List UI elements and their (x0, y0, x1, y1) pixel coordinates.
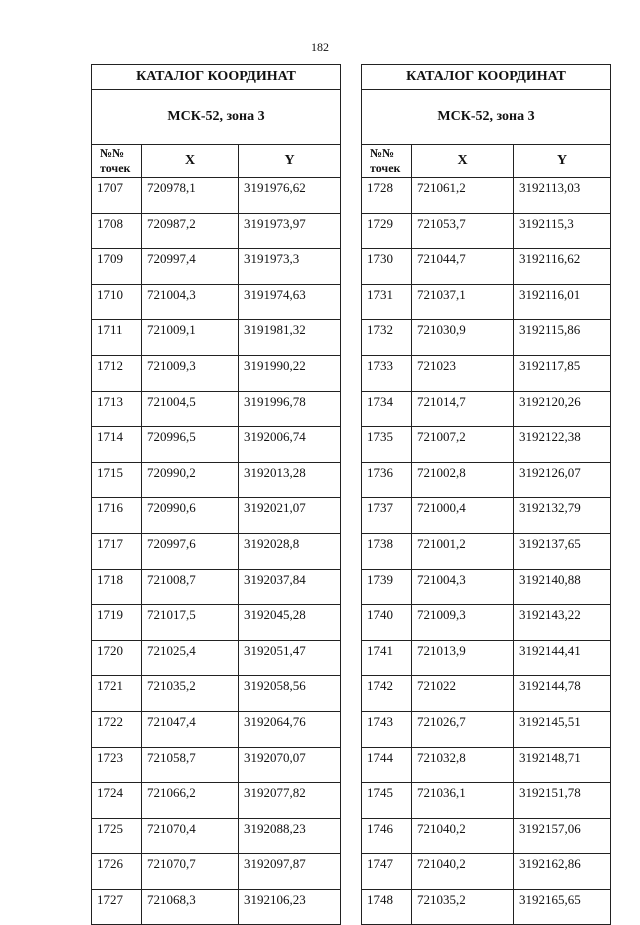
cell-y: 3192051,47 (239, 640, 341, 676)
cell-x: 721030,9 (412, 320, 514, 356)
cell-y: 3191990,22 (239, 355, 341, 391)
cell-x: 721047,4 (142, 711, 239, 747)
cell-y: 3192115,86 (514, 320, 611, 356)
cell-x: 721053,7 (412, 213, 514, 249)
cell-point-number: 1748 (362, 889, 412, 925)
cell-point-number: 1719 (92, 605, 142, 641)
cell-point-number: 1711 (92, 320, 142, 356)
column-header-x: X (142, 145, 239, 178)
cell-y: 3192122,38 (514, 427, 611, 463)
cell-y: 3192132,79 (514, 498, 611, 534)
catalog-title: КАТАЛОГ КООРДИНАТ (362, 65, 611, 90)
cell-y: 3192070,07 (239, 747, 341, 783)
table-row (362, 498, 611, 534)
table-row (92, 711, 341, 747)
table-row (362, 249, 611, 285)
cell-x: 721066,2 (142, 783, 239, 819)
table-row (92, 320, 341, 356)
table-row (92, 462, 341, 498)
cell-y: 3192058,56 (239, 676, 341, 712)
table-row (362, 533, 611, 569)
cell-point-number: 1745 (362, 783, 412, 819)
cell-point-number: 1731 (362, 284, 412, 320)
cell-point-number: 1707 (92, 178, 142, 214)
cell-point-number: 1715 (92, 462, 142, 498)
cell-y: 3192126,07 (514, 462, 611, 498)
cell-x: 720987,2 (142, 213, 239, 249)
catalog-title: КАТАЛОГ КООРДИНАТ (92, 65, 341, 90)
cell-point-number: 1744 (362, 747, 412, 783)
cell-point-number: 1741 (362, 640, 412, 676)
cell-y: 3192115,3 (514, 213, 611, 249)
cell-point-number: 1722 (92, 711, 142, 747)
cell-point-number: 1735 (362, 427, 412, 463)
table-row (362, 747, 611, 783)
cell-point-number: 1747 (362, 854, 412, 890)
cell-point-number: 1746 (362, 818, 412, 854)
cell-y: 3192028,8 (239, 533, 341, 569)
cell-y: 3192037,84 (239, 569, 341, 605)
table-row (362, 676, 611, 712)
cell-x: 721032,8 (412, 747, 514, 783)
table-row (362, 427, 611, 463)
cell-y: 3192148,71 (514, 747, 611, 783)
cell-y: 3192117,85 (514, 355, 611, 391)
cell-x: 721040,2 (412, 854, 514, 890)
cell-x: 721008,7 (142, 569, 239, 605)
cell-point-number: 1724 (92, 783, 142, 819)
column-header-point-number: №№ точек (92, 145, 142, 178)
cell-y: 3192113,03 (514, 178, 611, 214)
cell-x: 721009,1 (142, 320, 239, 356)
table-row (92, 249, 341, 285)
cell-point-number: 1720 (92, 640, 142, 676)
cell-y: 3192157,06 (514, 818, 611, 854)
table-row (92, 533, 341, 569)
cell-y: 3192144,78 (514, 676, 611, 712)
table-row (362, 178, 611, 214)
cell-point-number: 1736 (362, 462, 412, 498)
cell-point-number: 1721 (92, 676, 142, 712)
table-row (92, 640, 341, 676)
cell-x: 721001,2 (412, 533, 514, 569)
cell-point-number: 1712 (92, 355, 142, 391)
table-row (362, 783, 611, 819)
table-row (92, 854, 341, 890)
table-row (92, 427, 341, 463)
cell-point-number: 1740 (362, 605, 412, 641)
cell-point-number: 1737 (362, 498, 412, 534)
cell-x: 721040,2 (412, 818, 514, 854)
cell-y: 3192077,82 (239, 783, 341, 819)
cell-point-number: 1708 (92, 213, 142, 249)
cell-point-number: 1732 (362, 320, 412, 356)
table-row (92, 498, 341, 534)
table-row (92, 355, 341, 391)
cell-y: 3192143,22 (514, 605, 611, 641)
cell-point-number: 1743 (362, 711, 412, 747)
cell-x: 721070,7 (142, 854, 239, 890)
cell-point-number: 1709 (92, 249, 142, 285)
cell-point-number: 1738 (362, 533, 412, 569)
cell-x: 721068,3 (142, 889, 239, 925)
coordinates-table-left (91, 64, 341, 925)
cell-x: 721035,2 (412, 889, 514, 925)
cell-y: 3192151,78 (514, 783, 611, 819)
cell-point-number: 1730 (362, 249, 412, 285)
cell-x: 721000,4 (412, 498, 514, 534)
cell-x: 721017,5 (142, 605, 239, 641)
column-header-y: Y (239, 145, 341, 178)
cell-x: 720996,5 (142, 427, 239, 463)
cell-x: 721009,3 (142, 355, 239, 391)
cell-x: 720990,6 (142, 498, 239, 534)
cell-y: 3191981,32 (239, 320, 341, 356)
cell-point-number: 1729 (362, 213, 412, 249)
cell-x: 720990,2 (142, 462, 239, 498)
table-row (362, 355, 611, 391)
table-row (362, 640, 611, 676)
column-header-y: Y (514, 145, 611, 178)
cell-point-number: 1734 (362, 391, 412, 427)
catalog-subtitle: МСК-52, зона 3 (362, 90, 611, 145)
cell-point-number: 1742 (362, 676, 412, 712)
cell-point-number: 1728 (362, 178, 412, 214)
cell-y: 3192137,65 (514, 533, 611, 569)
table-row (362, 854, 611, 890)
cell-x: 721026,7 (412, 711, 514, 747)
table-row (92, 747, 341, 783)
cell-x: 721061,2 (412, 178, 514, 214)
table-row (92, 284, 341, 320)
cell-x: 721023 (412, 355, 514, 391)
table-row (92, 605, 341, 641)
cell-x: 720997,6 (142, 533, 239, 569)
cell-x: 721058,7 (142, 747, 239, 783)
cell-point-number: 1718 (92, 569, 142, 605)
cell-x: 721014,7 (412, 391, 514, 427)
table-row (362, 391, 611, 427)
cell-x: 721007,2 (412, 427, 514, 463)
table-row (92, 391, 341, 427)
column-header-point-number: №№ точек (362, 145, 412, 178)
cell-y: 3191996,78 (239, 391, 341, 427)
table-row (92, 676, 341, 712)
cell-y: 3192088,23 (239, 818, 341, 854)
cell-y: 3191976,62 (239, 178, 341, 214)
cell-y: 3192013,28 (239, 462, 341, 498)
table-row (362, 213, 611, 249)
cell-y: 3192144,41 (514, 640, 611, 676)
cell-point-number: 1710 (92, 284, 142, 320)
cell-x: 721009,3 (412, 605, 514, 641)
cell-point-number: 1713 (92, 391, 142, 427)
table-row (92, 178, 341, 214)
cell-point-number: 1739 (362, 569, 412, 605)
cell-y: 3192006,74 (239, 427, 341, 463)
cell-y: 3192045,28 (239, 605, 341, 641)
cell-point-number: 1723 (92, 747, 142, 783)
cell-x: 721004,3 (142, 284, 239, 320)
cell-y: 3191973,3 (239, 249, 341, 285)
cell-point-number: 1726 (92, 854, 142, 890)
table-row (362, 711, 611, 747)
column-header-x: X (412, 145, 514, 178)
cell-x: 721070,4 (142, 818, 239, 854)
cell-x: 721013,9 (412, 640, 514, 676)
table-row (92, 818, 341, 854)
table-row (362, 605, 611, 641)
cell-x: 721044,7 (412, 249, 514, 285)
table-row (362, 284, 611, 320)
cell-x: 720997,4 (142, 249, 239, 285)
cell-x: 721004,3 (412, 569, 514, 605)
cell-point-number: 1716 (92, 498, 142, 534)
coordinates-table-right (361, 64, 611, 925)
cell-y: 3192064,76 (239, 711, 341, 747)
table-row (92, 569, 341, 605)
cell-y: 3192145,51 (514, 711, 611, 747)
cell-y: 3192140,88 (514, 569, 611, 605)
cell-x: 721035,2 (142, 676, 239, 712)
table-row (362, 818, 611, 854)
cell-x: 721022 (412, 676, 514, 712)
table-row (362, 320, 611, 356)
table-row (92, 889, 341, 925)
cell-x: 721004,5 (142, 391, 239, 427)
cell-y: 3191973,97 (239, 213, 341, 249)
cell-x: 721002,8 (412, 462, 514, 498)
cell-y: 3192106,23 (239, 889, 341, 925)
cell-x: 721036,1 (412, 783, 514, 819)
cell-y: 3191974,63 (239, 284, 341, 320)
table-row (92, 783, 341, 819)
cell-x: 721037,1 (412, 284, 514, 320)
cell-y: 3192120,26 (514, 391, 611, 427)
cell-y: 3192097,87 (239, 854, 341, 890)
table-row (362, 462, 611, 498)
cell-point-number: 1717 (92, 533, 142, 569)
table-row (362, 889, 611, 925)
catalog-subtitle: МСК-52, зона 3 (92, 90, 341, 145)
page-number: 182 (311, 40, 329, 54)
cell-point-number: 1714 (92, 427, 142, 463)
cell-point-number: 1725 (92, 818, 142, 854)
cell-x: 721025,4 (142, 640, 239, 676)
table-row (362, 569, 611, 605)
cell-y: 3192021,07 (239, 498, 341, 534)
table-rows (92, 178, 341, 925)
cell-y: 3192162,86 (514, 854, 611, 890)
table-row (92, 213, 341, 249)
cell-y: 3192116,62 (514, 249, 611, 285)
cell-y: 3192165,65 (514, 889, 611, 925)
cell-y: 3192116,01 (514, 284, 611, 320)
cell-x: 720978,1 (142, 178, 239, 214)
cell-point-number: 1733 (362, 355, 412, 391)
cell-point-number: 1727 (92, 889, 142, 925)
table-rows (362, 178, 611, 925)
